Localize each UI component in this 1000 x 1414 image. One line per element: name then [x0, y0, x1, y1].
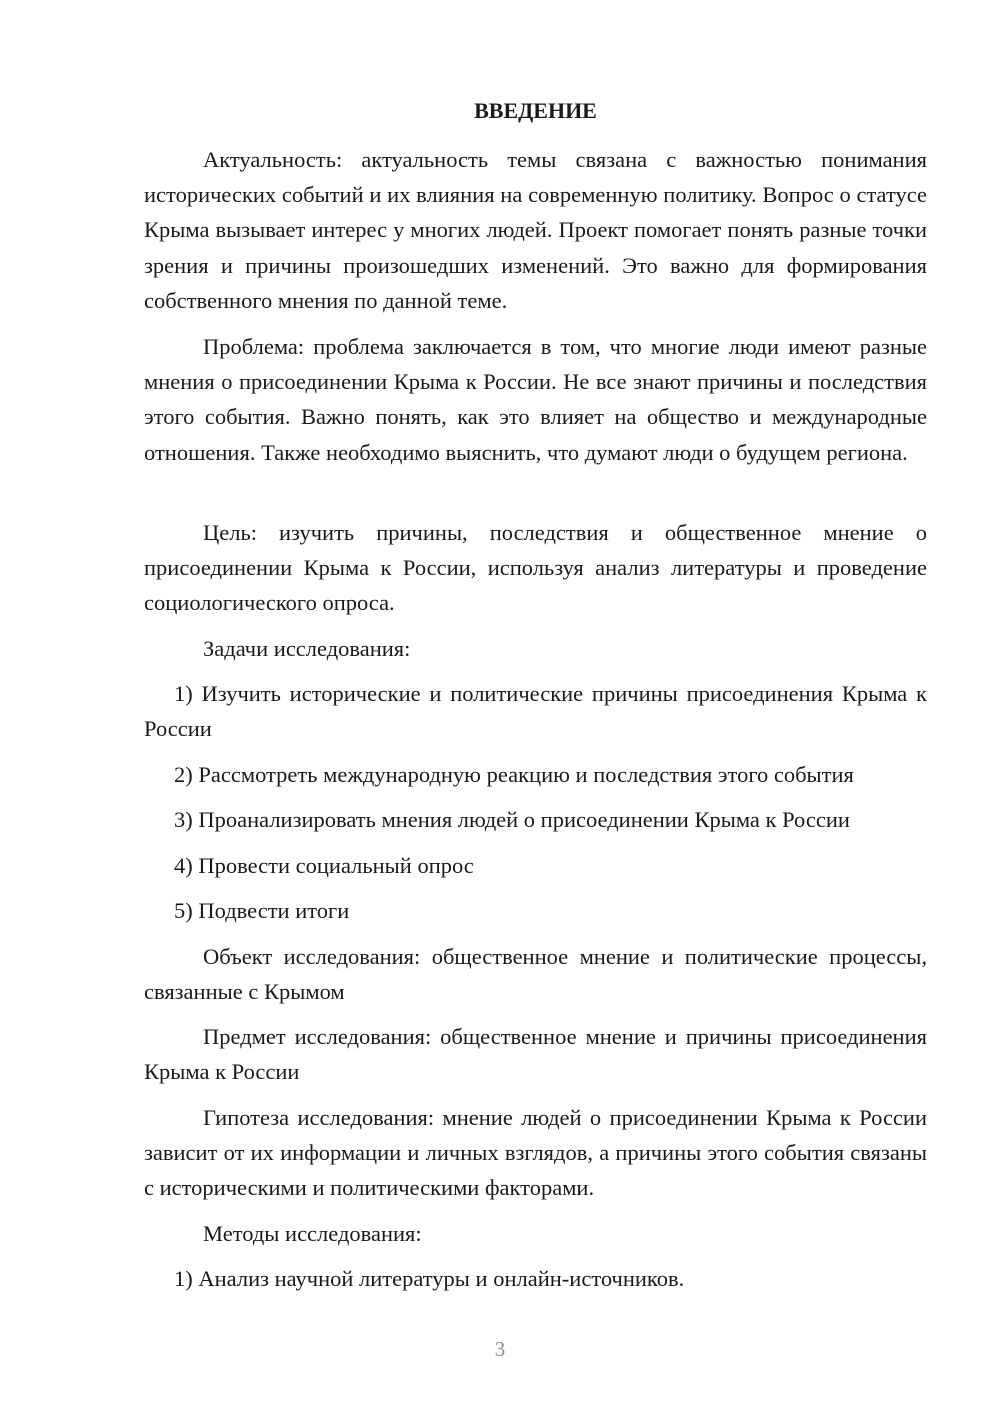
- section-heading: ВВЕДЕНИЕ: [474, 98, 597, 123]
- paragraph-object: [144, 939, 927, 1009]
- tasks-list-item-5: [144, 893, 927, 928]
- paragraph-goal: [144, 515, 927, 621]
- tasks-list-item-3: [144, 802, 927, 837]
- list-item: 4) Провести социальный опрос: [174, 853, 474, 878]
- subject-text: Предмет исследования: общественное мнение и причины присоединения Крыма к России: [144, 1024, 927, 1085]
- list-item: 5) Подвести итоги: [174, 898, 350, 923]
- page-number: 3: [494, 1337, 506, 1361]
- tasks-list-item-4: [144, 848, 927, 883]
- paragraph-subject: [144, 1019, 927, 1089]
- problem-text: Проблема: проблема заключается в том, что многие люди имеют разные мнения о присоединении Крыма к России. Не все знают причины и последствия этого события. Важно понять, как это влияет на общество и международные отношения. Также необходимо выяснить, что думают люди о будущем региона.: [144, 334, 927, 465]
- list-item: 1) Анализ научной литературы и онлайн-источников.: [174, 1266, 685, 1291]
- paragraph-hypothesis: [144, 1100, 927, 1206]
- hypothesis-text: Гипотеза исследования: мнение людей о присоединении Крыма к России зависит от их информации и личных взглядов, а причины этого события связаны с историческими и политическими факторами.: [144, 1105, 927, 1201]
- tasks-heading: Задачи исследования:: [203, 636, 411, 661]
- goal-text: Цель: изучить причины, последствия и общественное мнение о присоединении Крыма к России, используя анализ литературы и проведение социологического опроса.: [144, 520, 927, 616]
- list-item: 1) Изучить исторические и политические причины присоединения Крыма к России: [144, 681, 927, 742]
- relevance-text: Актуальность: актуальность темы связана с важностью понимания исторических событий и их влияния на современную политику. Вопрос о статусе Крыма вызывает интерес у многих людей. Проект помогает понять разные точки зрения и причины произошедших изменений. Это важно для формирования собственного мнения по данной теме.: [144, 147, 927, 313]
- tasks-list-item-2: [144, 757, 927, 792]
- object-text: Объект исследования: общественное мнение и политические процессы, связанные с Крымом: [144, 944, 927, 1005]
- methods-list-item-1: [144, 1261, 927, 1296]
- tasks-heading-block: [144, 631, 927, 666]
- list-item: 3) Проанализировать мнения людей о присоединении Крыма к России: [174, 807, 850, 832]
- methods-heading: Методы исследования:: [203, 1221, 422, 1246]
- list-item: 2) Рассмотреть международную реакцию и последствия этого события: [174, 762, 854, 787]
- tasks-list-item-1: [144, 676, 927, 746]
- paragraph-relevance: [144, 142, 927, 318]
- paragraph-problem: [144, 329, 927, 470]
- methods-heading-block: [144, 1216, 927, 1251]
